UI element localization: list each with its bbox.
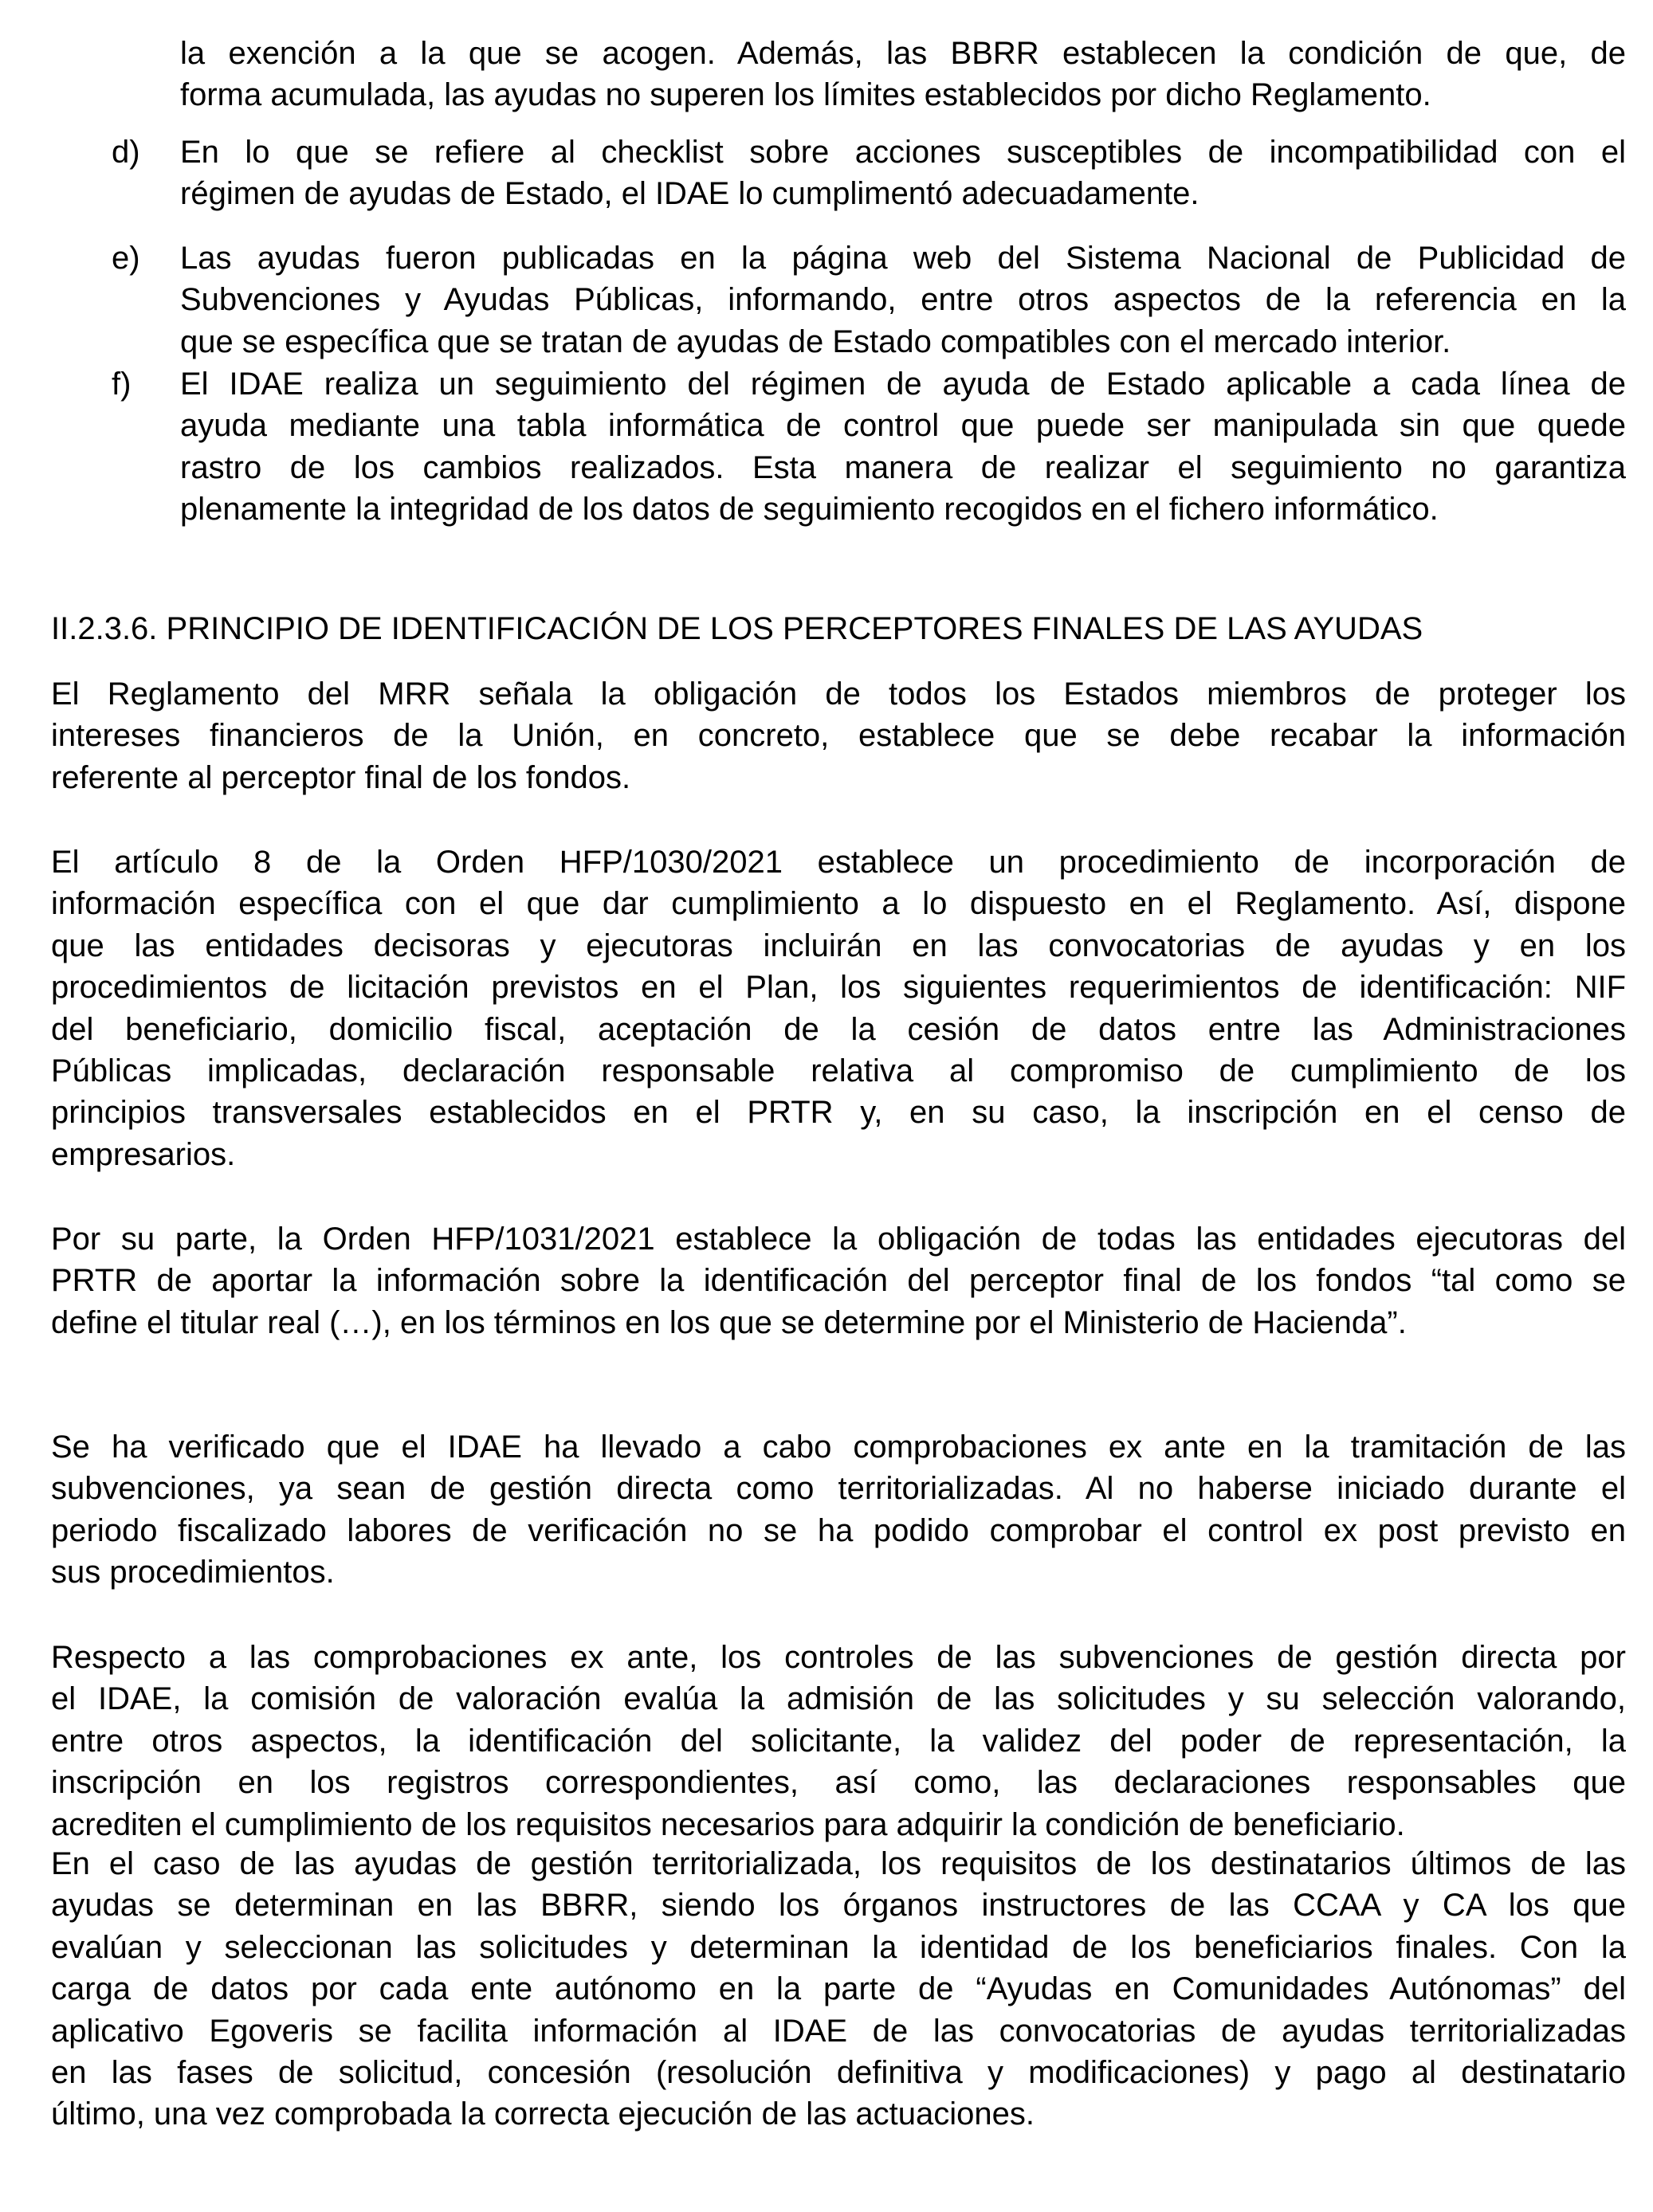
list-item — [112, 237, 1626, 363]
text-line: que se específica que se tratan de ayudas de Estado compatibles con el mercado interior. — [180, 324, 1451, 359]
text-line: El Reglamento del MRR señala la obligación de todos los Estados miembros de proteger los — [51, 677, 1626, 712]
text-line: último, una vez comprobada la correcta ejecución de las actuaciones. — [51, 2096, 1035, 2132]
text-line: el IDAE, la comisión de valoración evalúa la admisión de las solicitudes y su selección valorando, — [51, 1681, 1626, 1717]
list-marker: d) — [112, 135, 140, 170]
text-line: define el titular real (…), en los términos en los que se determine por el Ministerio de Hacienda”. — [51, 1304, 1407, 1340]
text-line: plenamente la integridad de los datos de seguimiento recogidos en el fichero informático. — [180, 492, 1439, 528]
text-line: Por su parte, la Orden HFP/1031/2021 establece la obligación de todas las entidades ejecutoras del — [51, 1222, 1626, 1257]
list-marker: e) — [112, 241, 140, 276]
text-line: En lo que se refiere al checklist sobre acciones susceptibles de incompatibilidad con el — [180, 135, 1626, 170]
text-line: rastro de los cambios realizados. Esta manera de realizar el seguimiento no garantiza — [180, 449, 1626, 485]
text-line: inscripción en los registros correspondientes, así como, las declaraciones responsables que — [51, 1765, 1626, 1801]
paragraph — [51, 841, 1626, 1175]
text-line: carga de datos por cada ente autónomo en la parte de “Ayudas en Comunidades Autónomas” del — [51, 1971, 1626, 2007]
paragraph — [51, 1218, 1626, 1343]
paragraph — [51, 1426, 1626, 1594]
text-line: ayudas se determinan en las BBRR, siendo los órganos instructores de las CCAA y CA los que — [51, 1888, 1626, 1924]
text-line: régimen de ayudas de Estado, el IDAE lo cumplimentó adecuadamente. — [180, 176, 1200, 212]
text-line: procedimientos de licitación previstos en el Plan, los siguientes requerimientos de identificación: NIF — [51, 970, 1626, 1006]
text-line: empresarios. — [51, 1136, 236, 1172]
list-item — [112, 363, 1626, 531]
text-line: ayuda mediante una tabla informática de control que puede ser manipulada sin que quede — [180, 408, 1626, 444]
text-line: Se ha verificado que el IDAE ha llevado a cabo comprobaciones ex ante en la tramitación de las — [51, 1430, 1626, 1465]
paragraph — [51, 1637, 1626, 1845]
text-line: que las entidades decisoras y ejecutoras incluirán en las convocatorias de ayudas y en los — [51, 928, 1626, 963]
list-marker: f) — [112, 367, 132, 402]
text-line: periodo fiscalizado labores de verificación no se ha podido comprobar el control ex post previsto en — [51, 1512, 1626, 1548]
section-heading: II.2.3.6. PRINCIPIO DE IDENTIFICACIÓN DE LOS PERCEPTORES FINALES DE LAS AYUDAS — [51, 611, 1423, 646]
text-line: evalúan y seleccionan las solicitudes y determinan la identidad de los beneficiarios finales. Con la — [51, 1929, 1626, 1965]
text-line: en las fases de solicitud, concesión (resolución definitiva y modificaciones) y pago al destinatario — [51, 2054, 1626, 2090]
text-line: Públicas implicadas, declaración responsable relativa al compromiso de cumplimiento de los — [51, 1053, 1626, 1088]
text-line: Las ayudas fueron publicadas en la página web del Sistema Nacional de Publicidad de — [180, 241, 1626, 276]
text-line: aplicativo Egoveris se facilita información al IDAE de las convocatorias de ayudas territorializadas — [51, 2013, 1626, 2049]
text-line: Subvenciones y Ayudas Públicas, informando, entre otros aspectos de la referencia en la — [180, 282, 1626, 318]
text-line: sus procedimientos. — [51, 1555, 335, 1590]
paragraph — [51, 1843, 1626, 2136]
text-line: forma acumulada, las ayudas no superen los límites establecidos por dicho Reglamento. — [180, 77, 1431, 113]
text-line: referente al perceptor final de los fondos. — [51, 759, 631, 795]
text-line: El IDAE realiza un seguimiento del régimen de ayuda de Estado aplicable a cada línea de — [180, 367, 1626, 402]
text-line: acrediten el cumplimiento de los requisitos necesarios para adquirir la condición de beneficiario. — [51, 1806, 1405, 1842]
text-line: En el caso de las ayudas de gestión territorializada, los requisitos de los destinatarios últimos de las — [51, 1846, 1626, 1881]
text-line: intereses financieros de la Unión, en concreto, establece que se debe recabar la información — [51, 718, 1626, 754]
text-line: subvenciones, ya sean de gestión directa como territorializadas. Al no haberse iniciado durante el — [51, 1471, 1626, 1507]
text-line: entre otros aspectos, la identificación del solicitante, la validez del poder de representación, la — [51, 1723, 1626, 1759]
list-item — [180, 33, 1626, 116]
paragraph — [51, 673, 1626, 798]
text-line: PRTR de aportar la información sobre la identificación del perceptor final de los fondos “tal como se — [51, 1263, 1626, 1299]
list-item — [112, 131, 1626, 215]
text-line: Respecto a las comprobaciones ex ante, los controles de las subvenciones de gestión directa por — [51, 1640, 1626, 1675]
text-line: información específica con el que dar cumplimiento a lo dispuesto en el Reglamento. Así, dispone — [51, 886, 1626, 922]
text-line: principios transversales establecidos en el PRTR y, en su caso, la inscripción en el censo de — [51, 1095, 1626, 1131]
text-line: la exención a la que se acogen. Además, las BBRR establecen la condición de que, de — [180, 36, 1626, 71]
text-line: El artículo 8 de la Orden HFP/1030/2021 establece un procedimiento de incorporación de — [51, 845, 1626, 880]
text-line: del beneficiario, domicilio fiscal, aceptación de la cesión de datos entre las Administraciones — [51, 1011, 1626, 1047]
